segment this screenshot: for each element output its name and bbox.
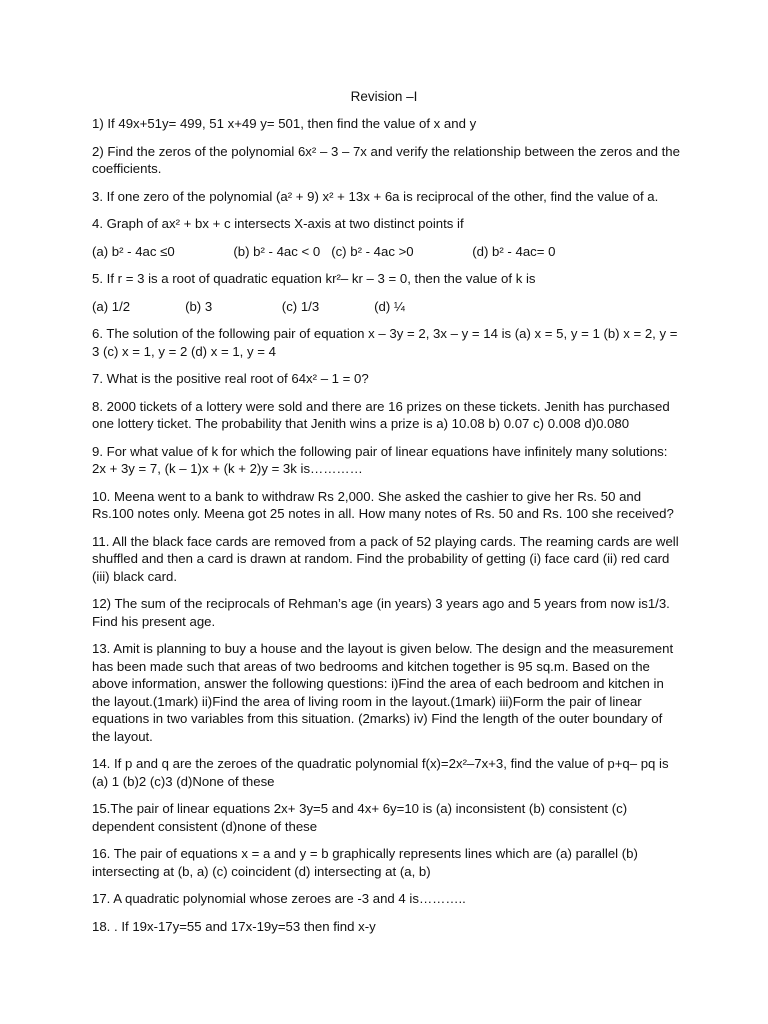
question-5: 5. If r = 3 is a root of quadratic equation kr²– kr – 3 = 0, then the value of k is [92, 271, 536, 286]
question-8: 8. 2000 tickets of a lottery were sold and there are 16 prizes on these tickets. Jenith has purchased one lottery ticket. The probability that Jenith wins a prize is a) 10.08 b) 0.07 c) 0.008 d)0.080 [92, 398, 670, 431]
question-6: 6. The solution of the following pair of equation x – 3y = 2, 3x – y = 14 is (a) x = 5, y = 1 (b) x = 2, y = 3 (c) x = 1, y = 2 (d) x = 1, y = 4 [92, 326, 678, 359]
question-7: 7. What is the positive real root of 64x² – 1 = 0? [92, 371, 369, 386]
question-2: 2) Find the zeros of the polynomial 6x² – 3 – 7x and verify the relationship between the zeros and the coefficients. [92, 143, 680, 176]
question-16: 16. The pair of equations x = a and y = b graphically represents lines which are (a) parallel (b) intersecting at (b, a) (c) coincident (d) intersecting at (a, b) [92, 846, 638, 879]
question-3: 3. If one zero of the polynomial (a² + 9) x² + 13x + 6a is reciprocal of the other, find the value of a. [92, 188, 659, 204]
question-14: 14. If p and q are the zeroes of the quadratic polynomial f(x)=2x²–7x+3, find the value of p+q– pq is (a) 1 (b)2 (c)3 (d)None of these [92, 756, 669, 789]
question-1: 1) If 49x+51y= 499, 51 x+49 y= 501, then find the value of x and y [92, 116, 477, 131]
question-15: 15.The pair of linear equations 2x+ 3y=5 and 4x+ 6y=10 is (a) inconsistent (b) consistent (c) dependent consistent (d)none of these [92, 801, 628, 834]
question-12: 12) The sum of the reciprocals of Rehman’s age (in years) 3 years ago and 5 years from now is1/3. Find his present age. [92, 596, 670, 629]
question-5-options: (a) 1/2 (b) 3 (c) 1/3 (d) ¼ [92, 298, 405, 314]
question-4: 4. Graph of ax² + bx + c intersects X-axis at two distinct points if [92, 216, 464, 231]
question-13: 13. Amit is planning to buy a house and the layout is given below. The design and the measurement has been made such that areas of two bedrooms and kitchen together is 95 sq.m. Based on the above information, answer the following questions: i)Find the area of each bedroom and kitchen in the layout.(1mark) ii)Find the area of living room in the layout.(1mark) iii)Form the pair of linear equations in two variables from this situation. (2marks) iv) Find the length of the outer boundary of the layout. [92, 641, 674, 744]
question-18: 18. . If 19x-17y=55 and 17x-19y=53 then find x-y [92, 918, 376, 934]
question-list [92, 115, 682, 945]
question-10: 10. Meena went to a bank to withdraw Rs 2,000. She asked the cashier to give her Rs. 50 and Rs.100 notes only. Meena got 25 notes in all. How many notes of Rs. 50 and Rs. 100 she received? [92, 488, 674, 521]
question-17: 17. A quadratic polynomial whose zeroes are -3 and 4 is……….. [92, 891, 466, 906]
question-4-options: (a) b² - 4ac ≤0 (b) b² - 4ac < 0 (c) b² - 4ac >0 (d) b² - 4ac= 0 [92, 243, 556, 259]
document-title: Revision –I [350, 89, 418, 104]
question-11: 11. All the black face cards are removed from a pack of 52 playing cards. The reaming cards are well shuffled and then a card is drawn at random. Find the probability of getting (i) face card (ii) red card (iii) black card. [92, 533, 679, 584]
question-9: 9. For what value of k for which the following pair of linear equations have infinitely many solutions: 2x + 3y = 7, (k – 1)x + (k + 2)y = 3k is………… [92, 443, 668, 476]
